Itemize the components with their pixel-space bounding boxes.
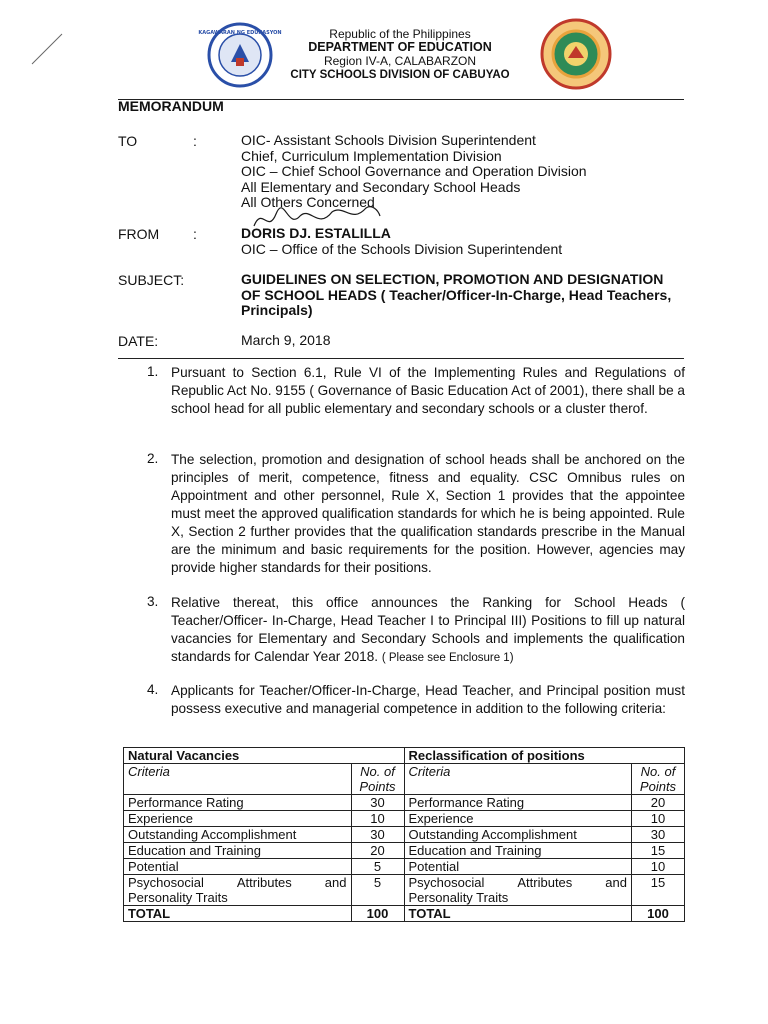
criterion: Performance Rating <box>124 795 352 811</box>
criterion: Psychosocial Attributes and Personality Traits <box>404 875 632 906</box>
from-colon: : <box>193 226 197 242</box>
memo-title: MEMORANDUM <box>118 98 224 114</box>
criterion: Psychosocial Attributes and Personality Traits <box>124 875 352 906</box>
table-row <box>124 795 685 811</box>
recipient-line: All Others Concerned <box>241 194 375 210</box>
table-total-row <box>124 906 685 922</box>
natural-vacancies-header: Natural Vacancies <box>124 748 405 764</box>
table-row <box>124 827 685 843</box>
paragraph-3 <box>171 594 685 667</box>
subject-text <box>241 272 691 319</box>
table-subheader-row <box>124 764 685 795</box>
to-recipients <box>241 133 587 211</box>
points: 30 <box>632 827 685 843</box>
paragraph-3-text: Relative thereat, this office announces the Ranking for School Heads ( Teacher/Officer- In-Charge, Head Teacher I to Principal III) Positions to fill up natural vacancies for Elementary and Secondary Schools and implements the qualification standards for Calendar Year 2018. <box>171 595 685 664</box>
total-points: 100 <box>351 906 404 922</box>
division-seal-right <box>540 18 612 95</box>
criteria-label: Criteria <box>124 764 352 795</box>
points: 20 <box>351 843 404 859</box>
total-label: TOTAL <box>404 906 632 922</box>
paragraph-4: Applicants for Teacher/Officer-In-Charge, Head Teacher, and Principal position must possess executive and managerial competence in addition to the following criteria: <box>171 683 685 716</box>
points-label: No. of Points <box>351 764 404 795</box>
table-row <box>124 859 685 875</box>
points: 10 <box>351 811 404 827</box>
table-row <box>124 843 685 859</box>
criteria-label: Criteria <box>404 764 632 795</box>
paragraph-number: 4. <box>147 682 159 697</box>
points: 30 <box>351 795 404 811</box>
deped-seal-left <box>198 22 282 93</box>
paragraph-2: The selection, promotion and designation of school heads shall be anchored on the principles of merit, competence, fitness and equality. CSC Omnibus rules on Appointment and other personnel, Rule X, Section 1 provides that the appointee must meet the approved qualification standards for which he is being appointed. Rule X, Section 2 further provides that the qualification standards prescribe in the Manual are the minimum and basic requirements for the position. However, agencies may provide higher standards for their positions. <box>171 452 685 575</box>
from-name: DORIS DJ. ESTALILLA <box>241 225 391 241</box>
header-department: DEPARTMENT OF EDUCATION <box>308 40 492 54</box>
points: 20 <box>632 795 685 811</box>
header-republic: Republic of the Philippines <box>329 27 471 41</box>
date-rule <box>118 358 684 359</box>
header-division: CITY SCHOOLS DIVISION OF CABUYAO <box>290 69 510 81</box>
recipient-line: All Elementary and Secondary School Heads <box>241 178 521 195</box>
recipient-line: OIC – Chief School Governance and Operation Division <box>241 163 587 179</box>
points: 10 <box>632 859 685 875</box>
paragraph-number: 3. <box>147 594 159 609</box>
points: 10 <box>632 811 685 827</box>
to-label: TO <box>118 133 138 149</box>
criterion: Performance Rating <box>404 795 632 811</box>
paragraph-1: Pursuant to Section 6.1, Rule VI of the Implementing Rules and Regulations of Republic Act No. 9155 ( Governance of Basic Education Act of 2001), there shall be a school head for all public elementary and secondary schools or a cluster therof. <box>171 365 685 416</box>
to-colon: : <box>193 133 197 149</box>
points: 5 <box>351 875 404 906</box>
date-value: March 9, 2018 <box>241 332 331 348</box>
criterion: Outstanding Accomplishment <box>124 827 352 843</box>
points: 30 <box>351 827 404 843</box>
header-region: Region IV-A, CALABARZON <box>323 54 477 68</box>
recipient-line: OIC- Assistant Schools Division Superintendent <box>241 132 536 148</box>
paragraph-number: 1. <box>147 364 159 379</box>
subject-line: GUIDELINES ON SELECTION, PROMOTION AND DESIGNATION <box>241 271 664 287</box>
table-row <box>124 875 685 906</box>
subject-label: SUBJECT: <box>118 272 185 288</box>
recipient-line: Chief, Curriculum Implementation Division <box>241 147 502 164</box>
table-header-row <box>124 748 685 764</box>
points: 15 <box>632 843 685 859</box>
total-label: TOTAL <box>124 906 352 922</box>
criterion: Outstanding Accomplishment <box>404 827 632 843</box>
criterion: Education and Training <box>404 843 632 859</box>
enclosure-note: ( Please see Enclosure 1) <box>381 652 514 664</box>
subject-line: OF SCHOOL HEADS ( Teacher/Officer-In-Charge, Head Teachers, <box>241 286 672 303</box>
criteria-table <box>123 747 685 922</box>
reclassification-header: Reclassification of positions <box>404 748 685 764</box>
points: 5 <box>351 859 404 875</box>
paragraph-number: 2. <box>147 451 159 466</box>
subject-line: Principals) <box>241 302 313 318</box>
criterion: Experience <box>404 811 632 827</box>
from-title: OIC – Office of the Schools Division Superintendent <box>241 241 563 257</box>
svg-text:KAGAWARAN NG EDUKASYON: KAGAWARAN NG EDUKASYON <box>198 30 282 36</box>
total-points: 100 <box>632 906 685 922</box>
criterion: Experience <box>124 811 352 827</box>
criterion: Education and Training <box>124 843 352 859</box>
date-label: DATE: <box>118 333 159 349</box>
table-row <box>124 811 685 827</box>
criterion: Potential <box>404 859 632 875</box>
points-label: No. of Points <box>632 764 685 795</box>
pen-mark <box>28 30 68 70</box>
points: 15 <box>632 875 685 906</box>
criterion: Potential <box>124 859 352 875</box>
from-label: FROM <box>118 226 160 242</box>
